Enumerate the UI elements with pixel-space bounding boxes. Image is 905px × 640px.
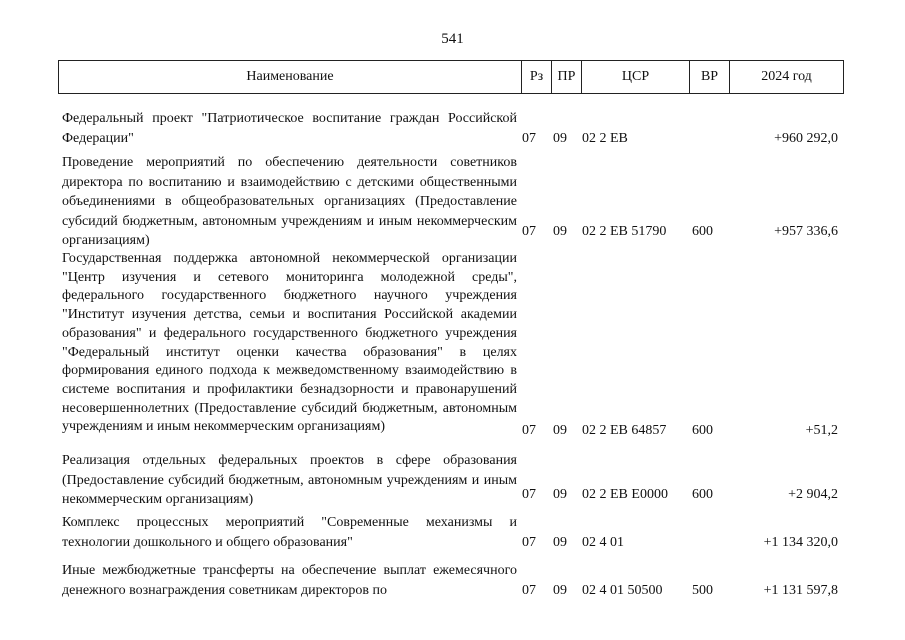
row-name: Государственная поддержка автономной некоммерческой организации "Центр изучения и сетевого мониторинга молодежной среды", федерального государственного бюджетного научного учреждения "Институт изучения детства, семьи и воспитания Российской академии образования" и федерального государственного бюджетного учреждения "Федеральный институт оценки качества образования" в целях формирования единого подхода к межведомственному взаимодействию в системе воспитания и профилактики безнадзорности и правонарушений несовершеннолетних (Предоставление субсидий бюджетным, автономным учреждениям и иным некоммерческим организациям) [62,251,517,435]
header-rz: Рз [521,61,551,93]
row-pr: 09 [553,130,567,146]
row-amount: +2 904,2 [788,487,838,502]
row-rz: 07 [522,423,536,438]
row-amount: +1 131 597,8 [763,582,838,598]
row-rz: 07 [522,487,536,502]
row-name: Проведение мероприятий по обеспечению деятельности советников директора по воспитанию и взаимодействию с детскими общественными объединениями в общеобразовательных организациях (Предоставление субсидий бюджетным, автономным учреждениям и иным некоммерческим организациям) [62,155,517,248]
row-vr: 600 [692,487,713,502]
row-csr: 02 2 ЕВ [582,130,628,146]
row-pr: 09 [553,224,567,239]
row-pr: 09 [553,534,567,550]
table-header [58,60,844,94]
row-amount: +960 292,0 [774,130,838,146]
header-vr: ВР [689,61,729,93]
row-rz: 07 [522,534,536,550]
header-csr: ЦСР [581,61,689,93]
header-year: 2024 год [729,61,843,93]
row-name: Комплекс процессных мероприятий "Современные механизмы и технологии дошкольного и общего образования" [62,515,517,550]
row-pr: 09 [553,423,567,438]
row-name: Реализация отдельных федеральных проектов в сфере образования (Предоставление субсидий бюджетным, автономным учреждениям и иным некоммерческим организациям) [62,453,517,507]
row-pr: 09 [553,582,567,598]
row-vr: 600 [692,224,713,239]
row-csr: 02 2 ЕВ 64857 [582,423,667,438]
row-name: Иные межбюджетные трансферты на обеспечение выплат ежемесячного денежного вознаграждения советникам директоров по [62,563,517,598]
row-csr: 02 2 ЕВ Е0000 [582,487,668,502]
header-name: Наименование [246,69,334,84]
row-amount: +1 134 320,0 [763,534,838,550]
row-name: Федеральный проект "Патриотическое воспитание граждан Российской Федерации" [62,111,517,146]
row-csr: 02 4 01 50500 [582,582,663,598]
page-number: 541 [441,31,464,47]
row-csr: 02 2 ЕВ 51790 [582,224,667,239]
row-pr: 09 [553,487,567,502]
row-rz: 07 [522,224,536,239]
row-amount: +51,2 [805,423,838,438]
row-vr: 600 [692,423,713,438]
row-vr: 500 [692,582,713,598]
header-pr: ПР [551,61,581,93]
row-rz: 07 [522,130,536,146]
row-csr: 02 4 01 [582,534,624,550]
row-rz: 07 [522,582,536,598]
row-amount: +957 336,6 [774,224,838,239]
